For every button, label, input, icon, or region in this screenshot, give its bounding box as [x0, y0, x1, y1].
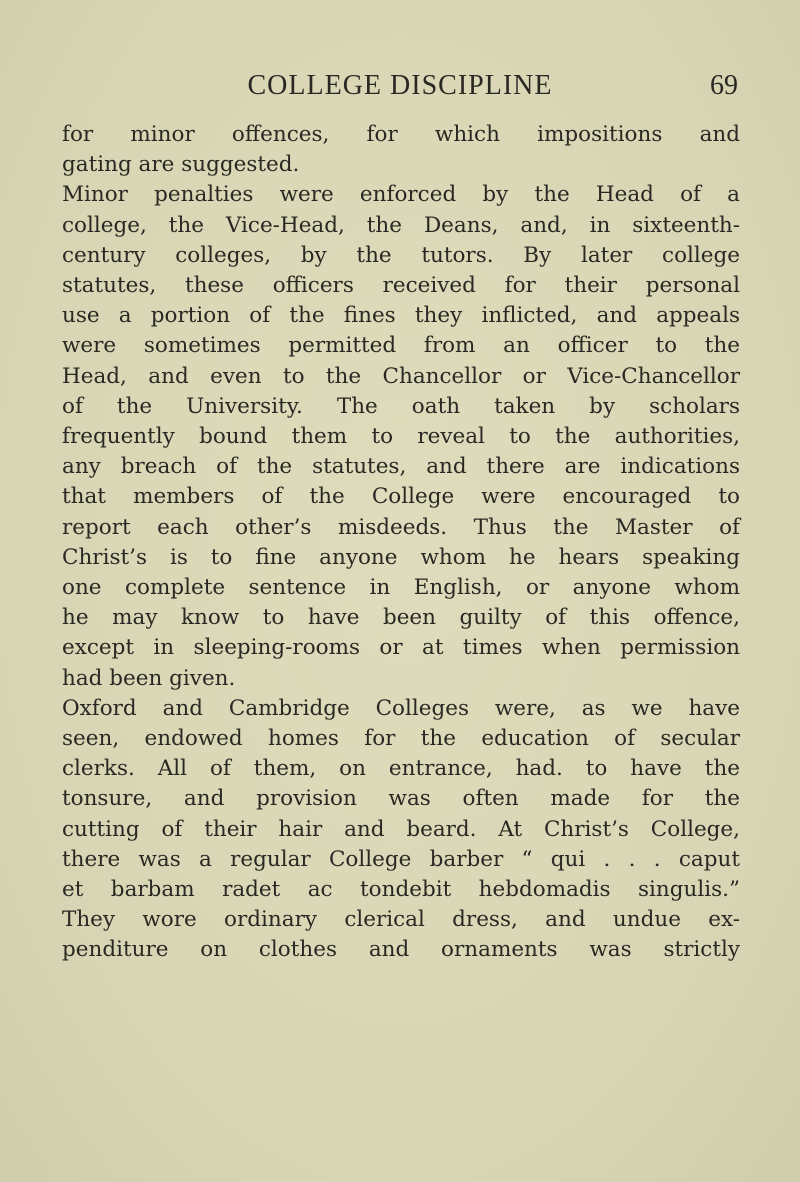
text-line: except in sleeping-rooms or at times when permission	[62, 635, 740, 661]
text-line: any breach of the statutes, and there are indications	[62, 454, 740, 480]
text-line: were sometimes permitted from an officer to the	[62, 333, 740, 359]
text-line: gating are suggested.	[62, 152, 300, 178]
text-line: Christ’s is to fine anyone whom he hears speaking	[62, 544, 740, 570]
running-head	[62, 70, 738, 106]
text-line: for minor offences, for which impositions and	[62, 122, 740, 147]
text-line: of the University. The oath taken by scholars	[62, 393, 740, 419]
text-line: cutting of their hair and beard. At Christ’s College,	[62, 816, 740, 842]
body-text	[62, 120, 740, 966]
text-line: college, the Vice-Head, the Deans, and, in sixteenth-	[62, 212, 740, 238]
text-line: penditure on clothes and ornaments was strictly	[62, 937, 740, 963]
text-line: seen, endowed homes for the education of secular	[62, 726, 740, 752]
text-line: frequently bound them to reveal to the authorities,	[62, 424, 740, 450]
text-line: century colleges, by the tutors. By later college	[62, 242, 740, 268]
text-line: statutes, these officers received for their personal	[62, 273, 740, 299]
text-line: there was a regular College barber “ qui . . . caput	[62, 846, 740, 872]
page-number: 69	[710, 70, 738, 101]
text-line: use a portion of the fines they inflicted, and appeals	[62, 303, 740, 329]
text-line: et barbam radet ac tondebit hebdomadis singulis.”	[62, 877, 740, 903]
text-line: one complete sentence in English, or anyone whom	[62, 575, 740, 601]
text-line: he may know to have been guilty of this offence,	[62, 605, 740, 631]
text-line: Minor penalties were enforced by the Head of a	[62, 182, 740, 208]
text-line: that members of the College were encouraged to	[62, 484, 740, 510]
text-line: Head, and even to the Chancellor or Vice-Chancellor	[62, 363, 740, 389]
text-line: had been given.	[62, 665, 236, 691]
text-line: clerks. All of them, on entrance, had. to have the	[62, 756, 740, 782]
text-line: They wore ordinary clerical dress, and undue ex-	[62, 907, 740, 933]
text-line: Oxford and Cambridge Colleges were, as we have	[62, 695, 740, 721]
text-line: report each other’s misdeeds. Thus the Master of	[62, 514, 740, 540]
text-line: tonsure, and provision was often made for the	[62, 786, 740, 812]
running-title: COLLEGE DISCIPLINE	[247, 70, 553, 101]
